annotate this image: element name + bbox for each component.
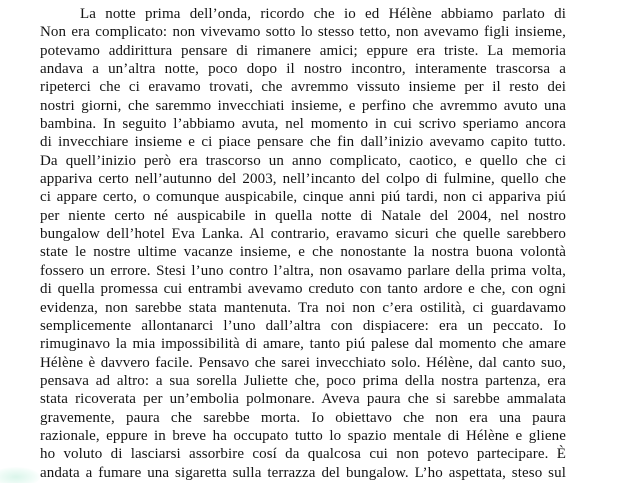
text-line: evidenza, non sarebbe stata mantenuta. Tra noi non c’era ostilità, ci guardavamo	[40, 299, 566, 316]
text-line: semplicemente allontanarci l’uno dall’altra con dispiacere: era un peccato. Io	[40, 317, 566, 334]
text-line: La notte prima dell’onda, ricordo che io ed Hélène abbiamo parlato di	[80, 6, 566, 22]
scan-smudge	[0, 467, 40, 483]
text-line: Hélène è davvero facile. Pensavo che sarei invecchiato solo. Hélène, dal canto suo,	[40, 354, 566, 371]
text-line: fossero un errore. Stesi l’uno contro l’altra, non osavamo parlare della prima volta,	[40, 262, 566, 279]
text-line: di invecchiare insieme e ci piace pensare che fin dall’inizio avevamo capito tutto.	[40, 134, 566, 151]
text-line: Non era complicato: non vivevamo sotto lo stesso tetto, non avevamo figli insieme,	[40, 24, 566, 41]
text-line: di quella promessa cui entrambi avevamo creduto con tanto ardore e che, con ogni	[40, 281, 566, 298]
page-text	[40, 5, 566, 482]
text-line: andata a fumare una sigaretta sulla terrazza del bungalow. L’ho aspettata, steso sul	[40, 464, 566, 481]
text-line: rimuginavo la mia impossibilità di amare, tanto piú palese dal momento che amare	[40, 336, 566, 353]
text-line: andava a un’altra notte, poco dopo il nostro incontro, interamente trascorsa a	[40, 61, 566, 78]
text-line: ho voluto di lasciarsi assorbire cosí da qualcosa cui non potevo partecipare. È	[40, 446, 566, 463]
text-line: ci appare certo, o comunque auspicabile, cinque anni piú tardi, non ci appariva piú	[40, 189, 566, 206]
text-line: bungalow dell’hotel Eva Lanka. Al contrario, eravamo sicuri che quelle sarebbero	[40, 226, 566, 243]
text-line: potevamo addirittura pensare di rimanere amici; eppure era triste. La memoria	[40, 42, 566, 59]
text-line: Da quell’inizio però era trascorso un anno complicato, caotico, e quello che ci	[40, 152, 566, 169]
text-line: state le nostre ultime vacanze insieme, e che nonostante la nostra buona volontà	[40, 244, 566, 261]
text-line: gravemente, paura che sarebbe morta. Io obiettavo che non era una paura	[40, 409, 566, 426]
text-line: per niente certo né auspicabile in quella notte di Natale del 2004, nel nostro	[40, 207, 566, 224]
text-line: pensava ad altro: a sua sorella Juliette che, poco prima della nostra partenza, era	[40, 372, 566, 389]
text-line: razionale, eppure in breve ha occupato tutto lo spazio mentale di Hélène e gliene	[40, 427, 566, 444]
text-line: stata ricoverata per un’embolia polmonare. Aveva paura che si sarebbe ammalata	[40, 391, 566, 408]
text-line: bambina. In seguito l’abbiamo avuta, nel momento in cui scrivo speriamo ancora	[40, 116, 566, 133]
text-line: nostri giorni, che saremmo invecchiati insieme, e perfino che avremmo avuto una	[40, 97, 566, 114]
text-line: appariva certo nell’autunno del 2003, nell’incanto del colpo di fulmine, quello che	[40, 171, 566, 188]
text-line: ripeterci che ci eravamo trovati, che avremmo vissuto insieme per il resto dei	[40, 79, 566, 96]
